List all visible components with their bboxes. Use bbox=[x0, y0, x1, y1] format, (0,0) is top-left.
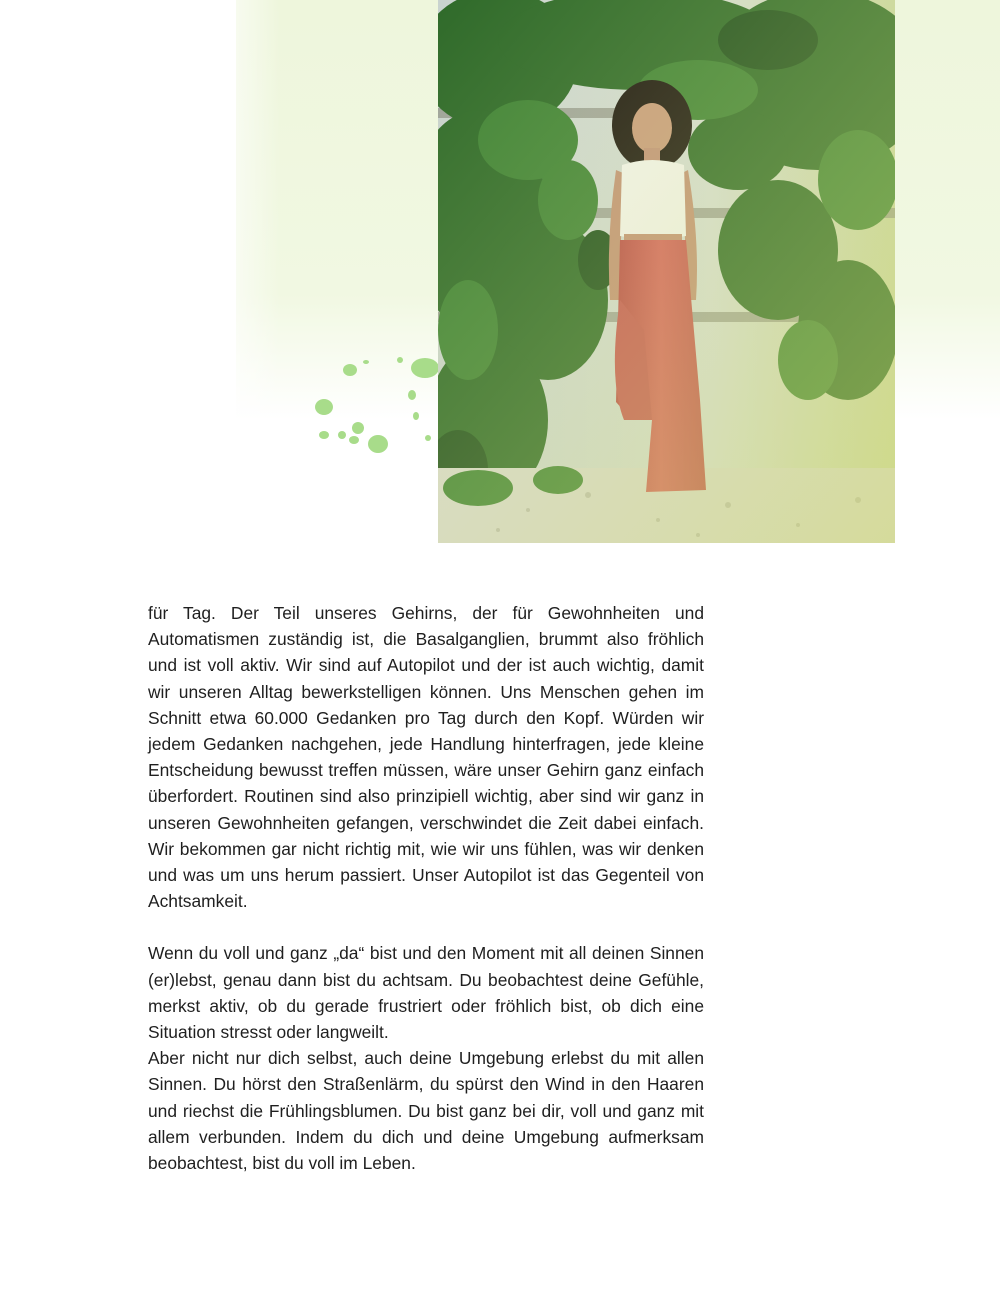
photo-woman-at-ivy-wall bbox=[438, 0, 895, 543]
article-body bbox=[148, 600, 704, 1176]
paragraph-1: für Tag. Der Teil unseres Gehirns, der für Gewohnheiten und Automatismen zuständig ist, die Basalganglien, brummt also fröhlich und ist voll aktiv. Wir sind auf Autopilot und der ist auch wichtig, damit wir unseren Alltag bewerkstelligen können. Uns Menschen gehen im Schnitt etwa 60.000 Gedanken pro Tag durch den Kopf. Würden wir jedem Gedanken nachgehen, jede Handlung hinterfragen, jede kleine Entscheidung bewusst treffen müssen, wäre unser Gehirn ganz einfach überfordert. Routinen sind also prinzipiell wichtig, aber sind wir ganz in unseren Gewohnheiten gefangen, verschwindet die Zeit dabei einfach. Wir bekommen gar nicht richtig mit, wie wir uns fühlen, was wir denken und was um uns herum passiert. Unser Autopilot ist das Gegenteil von Achtsamkeit. bbox=[148, 603, 704, 912]
paint-splash-decoration bbox=[300, 340, 440, 470]
paragraph-2: Wenn du voll und ganz „da“ bist und den Moment mit all deinen Sinnen (er)lebst, genau dann bist du achtsam. Du beobachtest deine Gefühle, merkst aktiv, ob du gerade frustriert oder fröhlich bist, ob dich eine Situation stresst oder langweilt. bbox=[148, 943, 704, 1043]
photo-illustration bbox=[438, 0, 895, 543]
wash-fade bbox=[200, 0, 280, 420]
paragraph-3: Aber nicht nur dich selbst, auch deine Umgebung erlebst du mit allen Sinnen. Du hörst den Straßenlärm, du spürst den Wind in den Haaren und riechst die Frühlingsblumen. Du bist ganz bei dir, voll und ganz mit allem verbunden. Indem du dich und deine Umgebung aufmerksam beobachtest, bist du voll im Leben. bbox=[148, 1048, 704, 1174]
